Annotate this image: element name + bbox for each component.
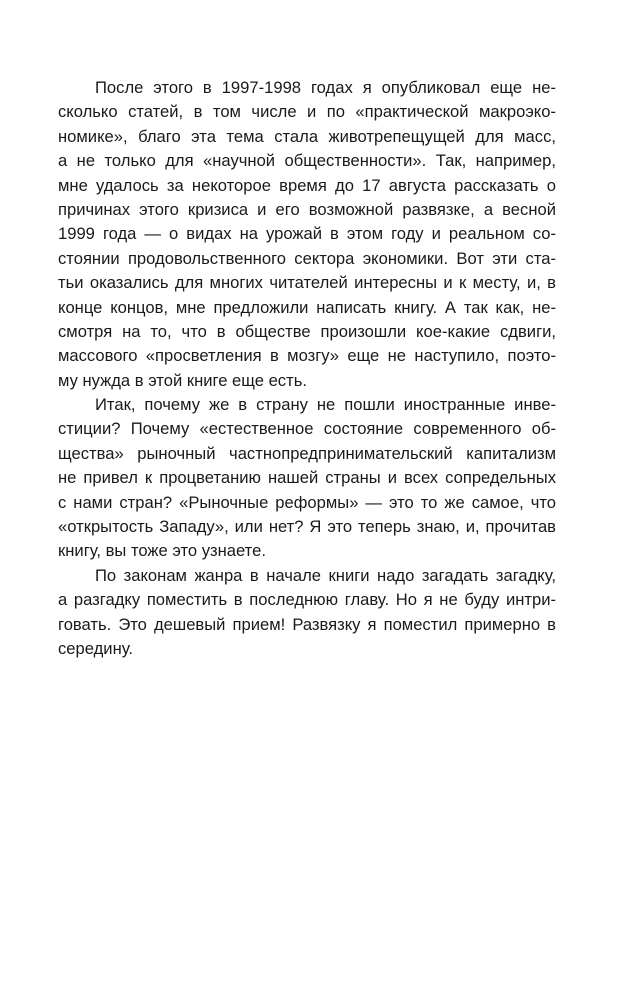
text-line: 1999 года — о видах на урожай в этом году и реальном со- — [58, 224, 556, 244]
text-line: По законам жанра в начале книги надо загадать загадку, — [95, 565, 556, 585]
text-line: смотря на то, что в обществе произошли кое-какие сдвиги, — [58, 321, 556, 341]
text-line: конце концов, мне предложили написать книгу. А так как, не- — [58, 297, 556, 317]
text-line: «открытость Западу», или нет? Я это теперь знаю, и, прочитав — [58, 517, 556, 537]
book-page — [58, 76, 556, 661]
text-line: мне удалось за некоторое время до 17 августа рассказать о — [58, 175, 556, 195]
text-line: книгу, вы тоже это узнаете. — [58, 541, 266, 561]
text-line: тьи оказались для многих читателей интересны и к месту, и, в — [58, 273, 556, 293]
text-line: стиции? Почему «естественное состояние современного об- — [58, 419, 556, 439]
text-line: с нами стран? «Рыночные реформы» — это то же самое, что — [58, 492, 556, 512]
text-line: сколько статей, в том числе и по «практической макроэко- — [58, 102, 556, 122]
text-line: номике», благо эта тема стала животрепещущей для масс, — [58, 126, 556, 146]
text-line: массового «просветления в мозгу» еще не наступило, поэто- — [58, 346, 556, 366]
text-line: Итак, почему же в страну не пошли иностранные инве- — [95, 395, 556, 415]
paragraph-2 — [58, 393, 556, 564]
text-line: После этого в 1997-1998 годах я опубликовал еще не- — [95, 78, 556, 97]
text-line: а разгадку поместить в последнюю главу. Но я не буду интри- — [58, 590, 556, 610]
text-line: му нужда в этой книге еще есть. — [58, 370, 307, 390]
text-line: не привел к процветанию нашей страны и всех сопредельных — [58, 468, 556, 488]
text-line: середину. — [58, 638, 133, 658]
paragraph-1 — [58, 76, 556, 393]
paragraph-3 — [58, 564, 556, 662]
text-line: стоянии продовольственного сектора экономики. Вот эти ста- — [58, 248, 556, 268]
text-line: а не только для «научной общественности». Так, например, — [58, 151, 556, 171]
text-line: причинах этого кризиса и его возможной развязке, а весной — [58, 199, 556, 219]
text-line: говать. Это дешевый прием! Развязку я поместил примерно в — [58, 614, 556, 634]
text-line: щества» рыночный частнопредпринимательский капитализм — [58, 443, 556, 463]
